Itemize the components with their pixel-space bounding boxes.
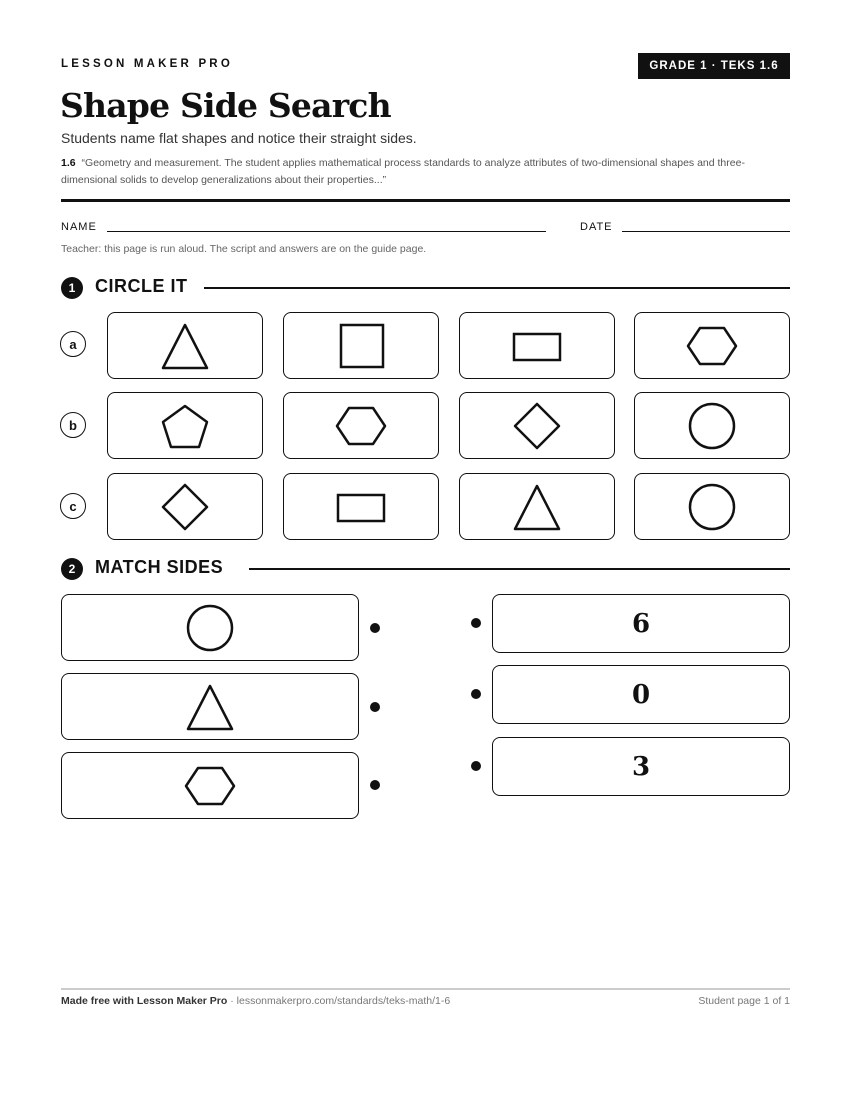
- match-number-card[interactable]: [492, 594, 790, 653]
- circle-icon: [180, 598, 240, 658]
- section-1-number: 1: [61, 277, 83, 299]
- rectangle-icon: [331, 477, 391, 537]
- rhombus-icon: [155, 477, 215, 537]
- row-letter-c: c: [60, 493, 86, 519]
- name-line[interactable]: [107, 231, 546, 232]
- header-divider: [61, 199, 790, 202]
- hexagon-icon: [682, 316, 742, 376]
- triangle-icon: [180, 677, 240, 737]
- shape-card[interactable]: [107, 392, 263, 459]
- match-number: 6: [631, 608, 651, 639]
- footer-made-with: Made free with Lesson Maker Pro: [61, 995, 228, 1007]
- shape-card[interactable]: [634, 392, 790, 459]
- section-2-rule: [249, 568, 790, 570]
- section-2-number: 2: [61, 558, 83, 580]
- rectangle-icon: [507, 316, 567, 376]
- hexagon-icon: [331, 396, 391, 456]
- match-number-card[interactable]: [492, 665, 790, 724]
- grade-badge: GRADE 1 · TEKS 1.6: [638, 53, 790, 79]
- triangle-icon: [507, 477, 567, 537]
- hexagon-icon: [180, 756, 240, 816]
- page-subtitle: Students name flat shapes and notice their straight sides.: [61, 130, 417, 146]
- standard-text: “Geometry and measurement. The student applies mathematical process standards to analyze attributes of two-dimensional shapes and three-dimensional solids to develop generalizations about their properties...”: [61, 157, 745, 186]
- shape-card[interactable]: [283, 312, 439, 379]
- shape-card[interactable]: [107, 312, 263, 379]
- match-dot-left[interactable]: [370, 623, 380, 633]
- match-shape-card[interactable]: [61, 594, 359, 661]
- date-label: DATE: [580, 221, 613, 233]
- square-icon: [331, 316, 391, 376]
- shape-card[interactable]: [283, 473, 439, 540]
- match-dot-right[interactable]: [471, 689, 481, 699]
- name-label: NAME: [61, 221, 97, 233]
- section-2-title: MATCH SIDES: [95, 557, 224, 577]
- brand-name: LESSON MAKER PRO: [61, 58, 233, 70]
- date-line[interactable]: [622, 231, 790, 232]
- match-dot-left[interactable]: [370, 780, 380, 790]
- standard-code: 1.6: [61, 157, 76, 169]
- match-dot-right[interactable]: [471, 618, 481, 628]
- match-number: 0: [631, 679, 651, 710]
- section-1-rule: [204, 287, 790, 289]
- footer-page-label: Student page 1 of 1: [698, 995, 790, 1007]
- circle-icon: [682, 396, 742, 456]
- match-number-card[interactable]: [492, 737, 790, 796]
- standard-description: [61, 155, 791, 189]
- match-dot-right[interactable]: [471, 761, 481, 771]
- shape-card[interactable]: [634, 473, 790, 540]
- match-dot-left[interactable]: [370, 702, 380, 712]
- row-letter-a: a: [60, 331, 86, 357]
- footer-url[interactable]: · lessonmakerpro.com/standards/teks-math/1-6: [227, 995, 451, 1007]
- footer-credit: [61, 995, 450, 1007]
- page-title: Shape Side Search: [60, 86, 391, 125]
- match-shape-card[interactable]: [61, 752, 359, 819]
- shape-card[interactable]: [107, 473, 263, 540]
- pentagon-icon: [155, 396, 215, 456]
- shape-card[interactable]: [459, 473, 615, 540]
- rhombus-icon: [507, 396, 567, 456]
- triangle-icon: [155, 316, 215, 376]
- shape-card[interactable]: [459, 392, 615, 459]
- circle-icon: [682, 477, 742, 537]
- teacher-note: Teacher: this page is run aloud. The script and answers are on the guide page.: [61, 243, 427, 255]
- shape-card[interactable]: [634, 312, 790, 379]
- shape-card[interactable]: [283, 392, 439, 459]
- footer-divider: [61, 988, 790, 990]
- row-letter-b: b: [60, 412, 86, 438]
- shape-card[interactable]: [459, 312, 615, 379]
- match-number: 3: [631, 751, 651, 782]
- match-shape-card[interactable]: [61, 673, 359, 740]
- section-1-title: CIRCLE IT: [95, 276, 188, 296]
